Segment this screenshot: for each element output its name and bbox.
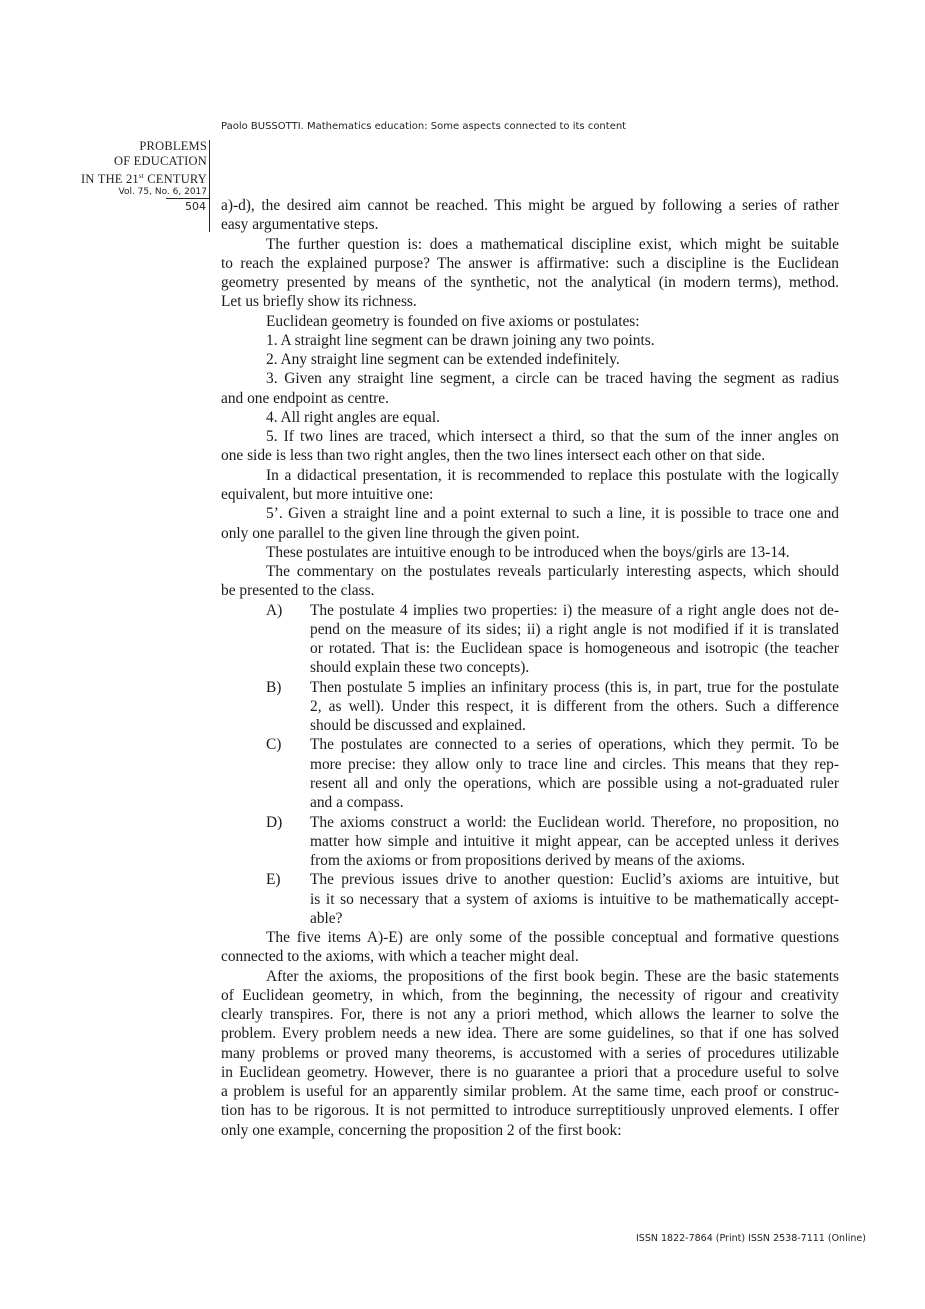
list-item-label: C) <box>266 736 282 754</box>
text-line: and one endpoint as centre. <box>221 389 389 407</box>
list-item-label: B) <box>266 678 282 696</box>
paragraph <box>221 331 839 350</box>
list-item <box>221 870 839 928</box>
text-line: able? <box>310 909 343 927</box>
paragraph <box>221 196 839 235</box>
text-line: resent all and only the operations, which are possible using a not-graduated ruler <box>310 774 839 792</box>
list-item-label: D) <box>266 813 283 831</box>
text-line: In a didactical presentation, it is recommended to replace this postulate with the logically <box>266 466 839 484</box>
paragraph <box>221 235 839 312</box>
masthead-divider-horizontal <box>166 198 209 199</box>
text-line: clearly transpires. For, there is not any a priori method, which allows the learner to solve the <box>221 1006 839 1024</box>
list-item <box>221 813 839 871</box>
paragraph <box>221 967 839 1140</box>
text-line: equivalent, but more intuitive one: <box>221 485 434 503</box>
list-item-label: A) <box>266 601 283 619</box>
text-line: of Euclidean geometry, in which, from the beginning, the necessity of rigour and creativity <box>221 986 839 1004</box>
text-line: pend on the measure of its sides; ii) a right angle is not modified if it is translated <box>310 620 839 638</box>
text-line: 4. All right angles are equal. <box>266 408 440 426</box>
text-line: The commentary on the postulates reveals particularly interesting aspects, which should <box>266 563 839 581</box>
text-line: tion has to be rigorous. It is not permitted to introduce surreptitiously unproved elements. I offer <box>221 1102 839 1120</box>
paragraph <box>221 312 839 331</box>
paragraph <box>221 369 839 408</box>
masthead-divider-vertical <box>209 140 210 232</box>
text-line: 5’. Given a straight line and a point external to such a line, it is possible to trace one and <box>266 505 839 523</box>
text-line: a)-d), the desired aim cannot be reached. This might be argued by following a series of rather <box>221 197 839 214</box>
text-line: The five items A)-E) are only some of the possible conceptual and formative questions <box>266 929 839 947</box>
text-line: be presented to the class. <box>221 582 375 600</box>
text-line: The postulate 4 implies two properties: i) the measure of a right angle does not de- <box>310 601 839 619</box>
text-line: in Euclidean geometry. However, there is no guarantee a priori that a procedure useful to solve <box>221 1063 839 1081</box>
paragraph <box>221 350 839 369</box>
footer-issn: ISSN 1822-7864 (Print) ISSN 2538-7111 (Online) <box>636 1233 866 1244</box>
text-line: one side is less than two right angles, then the two lines intersect each other on that side. <box>221 447 766 465</box>
text-line: 1. A straight line segment can be drawn joining any two points. <box>266 331 655 349</box>
text-line: matter how simple and intuitive it might appear, can be accepted unless it derives <box>310 832 839 850</box>
text-line: connected to the axioms, with which a teacher might deal. <box>221 948 579 966</box>
paragraph <box>221 543 839 562</box>
paragraph <box>221 504 839 543</box>
journal-title-line-1: PROBLEMS <box>139 139 207 153</box>
text-line: from the axioms or from propositions derived by means of the axioms. <box>310 852 746 870</box>
journal-masthead <box>81 139 207 198</box>
text-line: easy argumentative steps. <box>221 216 379 234</box>
text-line: 2, as well). Under this respect, it is different from the others. Such a difference <box>310 697 839 715</box>
paragraph <box>221 408 839 427</box>
text-line: geometry presented by means of the synthetic, not the analytical (in modern terms), method. <box>221 274 839 292</box>
text-line: 5. If two lines are traced, which intersect a third, so that the sum of the inner angles on <box>266 428 839 446</box>
text-line: problem. Every problem needs a new idea. There are some guidelines, so that if one has solved <box>221 1025 839 1043</box>
text-line: a problem is useful for an apparently similar problem. At the same time, each proof or construc- <box>221 1083 839 1101</box>
paragraph <box>221 466 839 505</box>
journal-title-line-2: OF EDUCATION <box>113 154 207 168</box>
text-line: Let us briefly show its richness. <box>221 293 417 311</box>
text-line: should explain these two concepts). <box>310 659 530 677</box>
journal-title-line-3 <box>81 169 207 187</box>
journal-title-post: CENTURY <box>143 172 207 186</box>
volume-info: Vol. 75, No. 6, 2017 <box>118 187 207 197</box>
list-item <box>221 678 839 736</box>
journal-title-pre: IN THE 21 <box>81 172 139 186</box>
text-line: The further question is: does a mathematical discipline exist, which might be suitable <box>266 235 839 253</box>
text-line: The postulates are connected to a series of operations, which they permit. To be <box>310 736 839 754</box>
text-line: and a compass. <box>310 794 404 812</box>
text-line: 3. Given any straight line segment, a circle can be traced having the segment as radius <box>266 370 839 388</box>
list-item-label: E) <box>266 871 281 889</box>
text-line: The axioms construct a world: the Euclidean world. Therefore, no proposition, no <box>310 813 839 831</box>
text-line: should be discussed and explained. <box>310 717 526 735</box>
text-line: After the axioms, the propositions of the first book begin. These are the basic statements <box>266 967 839 985</box>
paragraph <box>221 928 839 967</box>
text-line: The previous issues drive to another question: Euclid’s axioms are intuitive, but <box>310 871 839 889</box>
text-line: 2. Any straight line segment can be extended indefinitely. <box>266 351 620 369</box>
text-line: only one parallel to the given line through the given point. <box>221 524 580 542</box>
page-number: 504 <box>185 200 206 213</box>
list-item <box>221 601 839 678</box>
list-item <box>221 735 839 812</box>
text-line: is it so necessary that a system of axioms is intuitive to be mathematically accept- <box>310 890 839 908</box>
paragraph <box>221 562 839 601</box>
journal-title-sup: st <box>138 172 144 180</box>
text-line: many problems or proved many theorems, is accustomed with a series of procedures utilizable <box>221 1044 839 1062</box>
text-line: to reach the explained purpose? The answer is affirmative: such a discipline is the Euclidean <box>221 254 839 272</box>
text-line: Then postulate 5 implies an infinitary process (this is, in part, true for the postulate <box>310 678 839 696</box>
text-line: more precise: they allow only to trace line and circles. This means that they rep- <box>310 755 839 773</box>
text-line: These postulates are intuitive enough to be introduced when the boys/girls are 13-14. <box>266 543 790 561</box>
text-line: or rotated. That is: the Euclidean space is homogeneous and isotropic (the teacher <box>310 640 839 658</box>
running-head: Paolo BUSSOTTI. Mathematics education: Some aspects connected to its content <box>221 121 627 132</box>
paragraph <box>221 427 839 466</box>
text-line: Euclidean geometry is founded on five axioms or postulates: <box>266 312 640 330</box>
body-text <box>221 196 839 1140</box>
text-line: only one example, concerning the proposition 2 of the first book: <box>221 1121 622 1139</box>
